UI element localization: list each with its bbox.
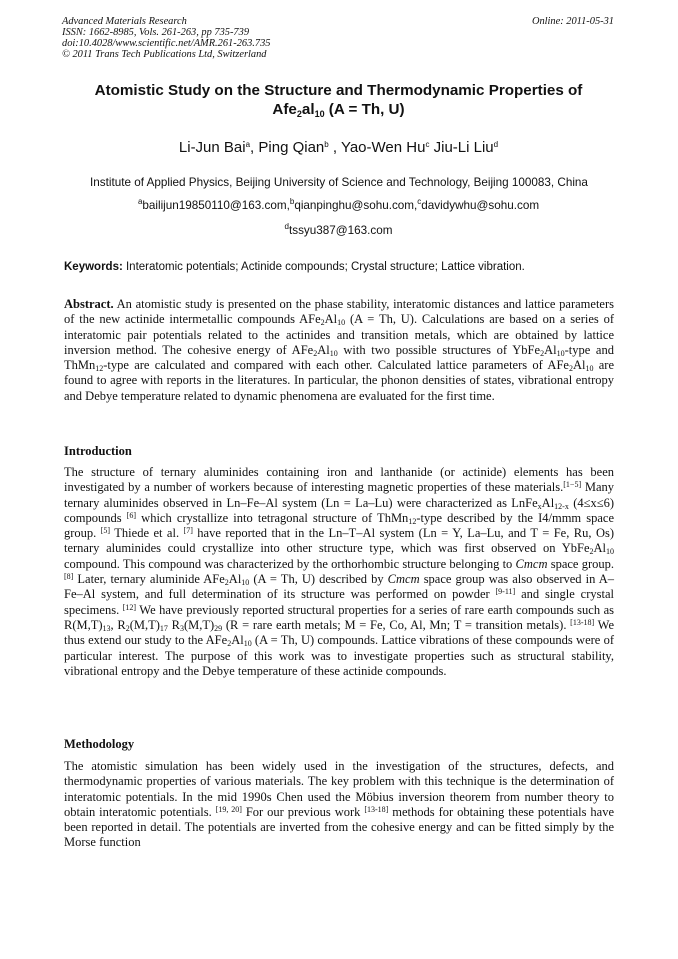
email-link[interactable]: qianpinghu@sohu.com, — [294, 199, 418, 212]
keywords-text: Interatomic potentials; Actinide compounds; Crystal structure; Lattice vibration. — [122, 261, 525, 273]
online-date: Online: 2011-05-31 — [531, 16, 614, 27]
section-heading-methodology: Methodology — [64, 737, 135, 751]
author-name: Li-Jun Bai — [178, 139, 246, 156]
email-line-1: $^a$bailijun19850110@163.com,$^b$qianpinghu@sohu.com,$^c$davidywhu@sohu.com — [137, 197, 540, 212]
abstract: Abstract. An atomistic study is presented on the phase stability, interatomic distances and lattice parameters of the new actinide intermetallic compounds $AFe_2Al_{10}$ (A = Th, U). Calculations are based on a series of interatomic pair potentials related to the actinides and transition metals, which are obtained by lattice inversion method. The cohesive energy of $AFe_2Al_{10}$ with two possible structures of $YbFe_2Al_{10}$-type and ThMn$_{12}$-type are calculated and compared with each other. Calculated lattice parameters of $AFe_2Al_{10}$ are found to agree with reports in the literatures. In particular, the phonon densities of states, vibrational entropy and Debye temperature related to dynamic phenomena are evaluated for the first time. — [64, 297, 615, 403]
section-heading-introduction: Introduction — [64, 444, 132, 458]
doi: doi:10.4028/www.scientific.net/AMR.261-263.735 — [62, 38, 271, 49]
paper-title — [62, 82, 615, 119]
title-line-2: $Afe_2al_{10}$ (A = Th, U) — [272, 100, 405, 119]
affiliation: Institute of Applied Physics, Beijing University of Science and Technology, Beijing 100083, China — [90, 176, 588, 189]
introduction-paragraph: The structure of ternary aluminides containing iron and lanthanide (or actinide) elements has been investigated by a number of workers because of interesting magnetic properties of these materials.[1−5] Many ternary aluminides observed in Ln–Fe–Al system (Ln = La–Lu) were characterized as $LnFe_xAl_{12-x}$ (4≤x≤6) compounds [6] which crystallize into tetragonal structure of ThMn$_{12}$-type described by the I4/mmm space group. [5] Thiede et al. [7] have reported that in the Ln–T–Al system (Ln = Y, La–Lu, and T = Fe, Ru, Os) ternary aluminides could crystallize into other structure type, which was first observed on $YbFe_2Al_{10}$ compound. This compound was characterized by the orthorhombic structure belonging to Cmcm space group. [8] Later, ternary aluminide $AFe_2Al_{10}$ (A = Th, U) described by Cmcm space group was also observed in A–Fe–Al system, and full determination of its structure was performed on powder [9-11] and single crystal specimens. [12] We have previously reported structural properties for a series of rare earth compounds such as $R(M,T)_{13}$, $R_2(M,T)_{17}$ $R_3(M,T)_{29}$ (R = rare earth metals; M = Fe, Co, Al, Mn; T = transition metals). [13-18] We thus extend our study to the $AFe_2Al_{10}$ (A = Th, U) compounds. Lattice vibrations of these compounds were of particular interest. The purpose of this work was to investigate properties such as structural stability, vibrational entropy and the Debye temperature of these actinide compounds. — [64, 465, 615, 678]
issn: ISSN: 1662-8985, Vols. 261-263, pp 735-739 — [62, 27, 250, 38]
copyright: © 2011 Trans Tech Publications Ltd, Switzerland — [62, 49, 267, 60]
email-line-2: $^d$tssyu387@163.com — [284, 222, 393, 237]
running-header — [62, 16, 270, 60]
author-name: Ping Qian — [258, 139, 325, 156]
author-list: Li-Jun Bai$^a$, Ping Qian$^b$ , Yao-Wen Hu$^c$ Jiu-Li Liu$^d$ — [178, 139, 499, 156]
email-link[interactable]: davidywhu@sohu.com — [421, 199, 540, 212]
keywords-label: Keywords: — [64, 261, 123, 273]
keywords — [64, 261, 617, 273]
methodology-paragraph: The atomistic simulation has been widely used in the investigation of the structures, defects, and thermodynamic properties of various materials. The key problem with this technique is the determination of interatomic potentials. In the mid 1990s Chen used the Möbius inversion theorem from number theory to obtain interatomic potentials. [19, 20] For our previous work [13-18] methods for obtaining these potentials have been reported in detail. The potentials are inverted from the cohesive energy and can be fitted simply by the Morse function — [64, 759, 615, 850]
abstract-label: Abstract. — [64, 297, 114, 311]
author-name: Jiu-Li Liu — [433, 139, 494, 156]
journal-name: Advanced Materials Research — [62, 16, 187, 27]
email-link[interactable]: bailijun19850110@163.com, — [142, 199, 290, 212]
email-link[interactable]: tssyu387@163.com — [288, 224, 393, 237]
title-line-1: Atomistic Study on the Structure and Thermodynamic Properties of — [94, 82, 583, 99]
author-name: Yao-Wen Hu — [340, 139, 426, 156]
